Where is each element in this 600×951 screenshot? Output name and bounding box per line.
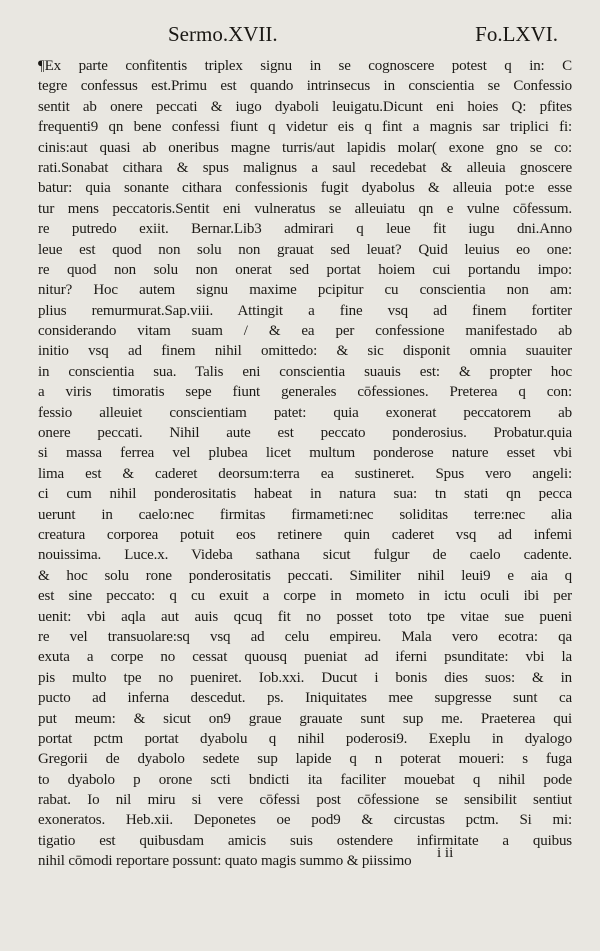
running-header <box>168 22 558 48</box>
text-line: ¶Ex parte confitentis triplex signu in se cognoscere potest q in: C <box>38 58 572 74</box>
text-line: rabat. Io nil miru si vere cōfessi post cōfessione se sensibilit sentiut <box>38 792 572 809</box>
text-line: onere peccati. Nihil aute est peccato ponderosius. Probatur.quia <box>38 425 572 442</box>
sermon-number: Sermo.XVII. <box>168 22 278 46</box>
text-line: in conscientia sua. Talis eni conscientia suauis est: & propter hoc <box>38 363 572 380</box>
text-line: plius remurmurat.Sap.viii. Attingit a fine vsq ad finem fortiter <box>38 302 572 319</box>
text-line: considerando vitam suam / & ea per confessione manifestado ab <box>38 323 572 340</box>
text-line: fessio alleuiet conscientiam patet: quia exonerat peccatorem ab <box>38 404 572 421</box>
text-line: uenit: vbi aqla aut auis qcuq fit no posset toto tpe vitae sue pueni <box>38 608 572 625</box>
folio-number: Fo.LXVI. <box>475 22 558 46</box>
text-line: uerunt in caelo:nec firmitas firmameti:nec soliditas terre:nec alia <box>38 506 572 523</box>
text-line: re putredo exiit. Bernar.Lib3 admirari q leue fit iugu dni.Anno <box>38 221 572 238</box>
text-line: portat pctm portat dyabolu q nihil poderosi9. Exeplu in dyalogo <box>38 730 572 747</box>
text-line: rati.Sonabat cithara & spus malignus a saul recedebat & alleuia gnoscere <box>38 159 572 176</box>
text-line: cinis:aut quasi ab oneribus magne turris/aut lapidis molar( exone gno se co: <box>38 139 572 156</box>
text-line: re vel transuolare:sq vsq ad celu empireu. Mala vero ecotra: qa <box>38 628 572 645</box>
text-line: pucto ad inferna descedut. ps. Iniquitates mee supgresse sunt ca <box>38 690 572 707</box>
text-line: nouissima. Luce.x. Videba sathana sicut fulgur de caelo cadente. <box>38 547 572 564</box>
text-line: put meum: & sicut on9 graue grauate sunt sup me. Praeterea qui <box>38 710 572 727</box>
text-line: creatura corporea potuit eos retinere quin caderet vsq ad infemi <box>38 526 572 543</box>
text-line: to dyabolo p orone scti bndicti ita faciliter mouebat q nihil pode <box>38 771 572 788</box>
body-text <box>38 56 572 872</box>
text-line: tegre confessus est.Primu est quando intrinsecus in conscientia se Confessio <box>38 78 572 95</box>
text-line: tur mens peccatoris.Sentit eni vulneratus se alleuiatu qn e vulne cōfessum. <box>38 200 572 217</box>
text-line: ci cum nihil ponderositatis habeat in natura sua: tn stati qn pecca <box>38 486 572 503</box>
text-line: nitur? Hoc autem signu maxime pcipitur cu conscientia non am: <box>38 282 572 299</box>
text-line: nihil cōmodi reportare possunt: quato magis summo & piissimo <box>38 853 412 870</box>
text-line: si massa ferrea vel plubea licet multum ponderose nature esset vbi <box>38 445 572 462</box>
text-line: leue est quod non solu non grauat sed leuat? Quid leuius eo one: <box>38 241 572 258</box>
text-line: exoneratos. Heb.xii. Deponetes oe pod9 & circustas pctm. Si mi: <box>38 812 572 829</box>
text-line: lima est & caderet deorsum:terra ea sustineret. Spus vero angeli: <box>38 465 572 482</box>
text-line: batur: quia sonante cithara confessionis fugit dyabolus & alleuia pot:e esse <box>38 180 572 197</box>
text-line: exuta a corpe no cessat quousq pueniat ad iferni psunditate: vbi la <box>38 649 572 666</box>
text-line: initio vsq ad finem nihil omittedo: & sic disponit omnia suauiter <box>38 343 572 360</box>
text-line: Gregorii de dyabolo sedete sup lapide q n poterat moueri: s fuga <box>38 751 572 768</box>
text-line: re quod non solu non onerat sed portat hoiem cui portandu impo: <box>38 261 572 278</box>
text-line: sentit ab onere peccati & iugo dyaboli leuigatu.Dicunt eni hoies Q: pfites <box>38 98 572 115</box>
text-line: tigatio est quibusdam amicis suis ostendere infirmitate a quibus <box>38 832 572 849</box>
text-line: a viris timoratis sepe fiunt generales cōfessiones. Preterea q con: <box>38 384 572 401</box>
text-line: pis multo tpe no pueniret. Iob.xxi. Ducut i bonis dies suos: & in <box>38 669 572 686</box>
text-line: frequenti9 qn bene confessi fiunt q videtur eis q fint a magnis sar triplici fi: <box>38 119 572 136</box>
text-line: est sine peccato: q cu exuit a corpe in mometo in ictu oculi ibi per <box>38 588 572 605</box>
signature-mark: i ii <box>437 845 454 861</box>
text-line: & hoc solu rone ponderositatis peccati. Similiter nihil leui9 e aia q <box>38 567 572 584</box>
